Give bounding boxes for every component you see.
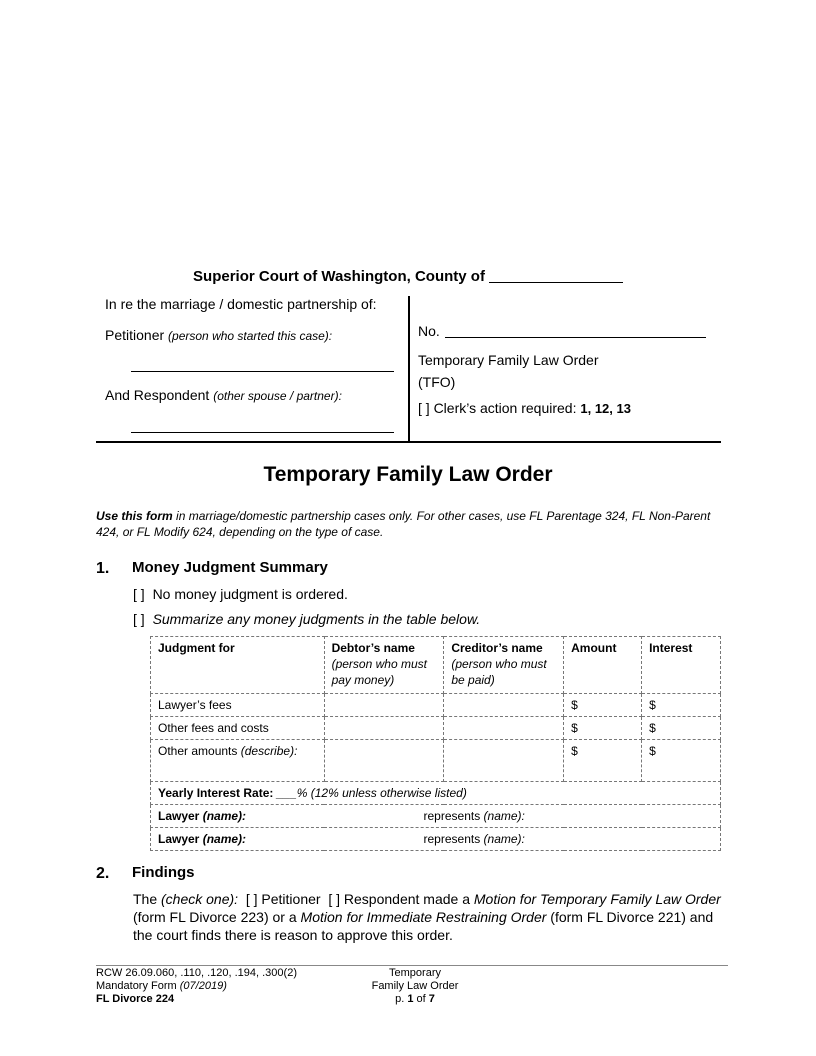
clerk-action-line — [418, 400, 631, 416]
clerk-action-label: Clerk’s action required: — [433, 400, 577, 416]
creditor-cell[interactable] — [444, 694, 564, 717]
petitioner-note: (person who started this case): — [168, 329, 333, 343]
petitioner-name-field[interactable] — [131, 371, 394, 372]
intro-text: in marriage/domestic partnership cases only. For other cases, use FL Parentage 324, FL Non-Parent 424, or FL Modify 624, depending on the type of case. — [96, 509, 711, 539]
findings-paragraph: The (check one): [ ] Petitioner [ ] Respondent made a Motion for Temporary Family Law Order (form FL Divorce 223) or a Motion for Immediate Restraining Order (form FL Divorce 221) and the court finds there is reason to approve this order. — [133, 891, 721, 943]
order-title-line2: (TFO) — [418, 374, 456, 390]
debtor-cell[interactable] — [324, 694, 444, 717]
interest-cell[interactable]: $ — [642, 717, 721, 740]
amount-cell[interactable]: $ — [564, 740, 642, 782]
table-row — [151, 694, 721, 717]
row-label: Other fees and costs — [151, 717, 325, 740]
table-row — [151, 740, 721, 782]
petitioner-line — [105, 327, 332, 343]
section-1-title: Money Judgment Summary — [132, 559, 328, 576]
respondent-name-field[interactable] — [131, 432, 394, 433]
debtor-cell[interactable] — [324, 717, 444, 740]
footer-center-line1: Temporary — [389, 967, 441, 979]
respondent-line — [105, 387, 342, 403]
court-title — [0, 268, 816, 285]
no-judgment-text: No money judgment is ordered. — [152, 586, 348, 602]
interest-cell[interactable]: $ — [642, 740, 721, 782]
county-blank[interactable] — [489, 268, 623, 283]
section-2-title: Findings — [132, 864, 195, 881]
summarize-judgment-text: Summarize any money judgments in the table below. — [152, 611, 481, 627]
document-title: Temporary Family Law Order — [263, 463, 553, 486]
footer-rule — [96, 965, 728, 966]
footer-page: p. 1 of 7 — [395, 993, 435, 1005]
footer-mandatory: Mandatory Form (07/2019) — [96, 980, 227, 992]
in-re-line: In re the marriage / domestic partnership of: — [105, 296, 377, 312]
summarize-judgment-checkbox[interactable]: [ ] — [133, 611, 145, 627]
section-2-number: 2. — [96, 865, 110, 882]
interest-rate-row — [151, 782, 721, 805]
amount-cell[interactable]: $ — [564, 694, 642, 717]
interest-cell[interactable]: $ — [642, 694, 721, 717]
amount-cell[interactable]: $ — [564, 717, 642, 740]
no-judgment-checkbox[interactable]: [ ] — [133, 586, 145, 602]
table-header-row — [151, 637, 721, 694]
respondent-label: And Respondent — [105, 387, 210, 403]
lawyer-cell[interactable]: Lawyer (name): represents (name): — [151, 805, 721, 828]
header-amount: Amount — [564, 637, 642, 694]
petitioner-checkbox[interactable]: [ ] — [245, 891, 258, 907]
intro-paragraph — [96, 508, 726, 540]
respondent-note: (other spouse / partner): — [213, 389, 342, 403]
header-interest: Interest — [642, 637, 721, 694]
court-title-text: Superior Court of Washington, County of — [193, 268, 485, 285]
clerk-sections: 1, 12, 13 — [580, 401, 631, 416]
header-debtor: Debtor’s name (person who must pay money) — [324, 637, 444, 694]
creditor-cell[interactable] — [444, 740, 564, 782]
lawyer-row — [151, 805, 721, 828]
summarize-judgment-option — [133, 611, 480, 627]
header-creditor: Creditor’s name (person who must be paid) — [444, 637, 564, 694]
footer-left — [96, 967, 297, 1006]
table-row — [151, 717, 721, 740]
creditor-cell[interactable] — [444, 717, 564, 740]
row-label: Lawyer’s fees — [151, 694, 325, 717]
footer-center-line2: Family Law Order — [371, 980, 459, 992]
footer-form-id: FL Divorce 224 — [96, 993, 175, 1005]
money-judgment-table — [150, 636, 721, 851]
intro-lead: Use this form — [96, 509, 173, 523]
respondent-checkbox[interactable]: [ ] — [328, 891, 341, 907]
clerk-checkbox[interactable]: [ ] — [418, 400, 430, 416]
row-label: Other amounts (describe): — [151, 740, 325, 782]
debtor-cell[interactable] — [324, 740, 444, 782]
case-number-field[interactable] — [445, 337, 706, 338]
caption-bottom-rule — [96, 441, 721, 443]
no-judgment-option — [133, 586, 348, 602]
section-1-number: 1. — [96, 560, 110, 577]
caption-divider — [408, 296, 410, 442]
petitioner-label: Petitioner — [105, 327, 165, 343]
footer-rcw: RCW 26.09.060, .110, .120, .194, .300(2) — [96, 967, 297, 979]
footer-center — [355, 967, 475, 1006]
case-number-label: No. — [418, 323, 440, 339]
interest-rate-cell[interactable]: Yearly Interest Rate: ___% (12% unless otherwise listed) — [151, 782, 721, 805]
order-title-line1: Temporary Family Law Order — [418, 352, 599, 368]
header-judgment-for: Judgment for — [151, 637, 325, 694]
lawyer-cell[interactable]: Lawyer (name): represents (name): — [151, 828, 721, 851]
lawyer-row — [151, 828, 721, 851]
